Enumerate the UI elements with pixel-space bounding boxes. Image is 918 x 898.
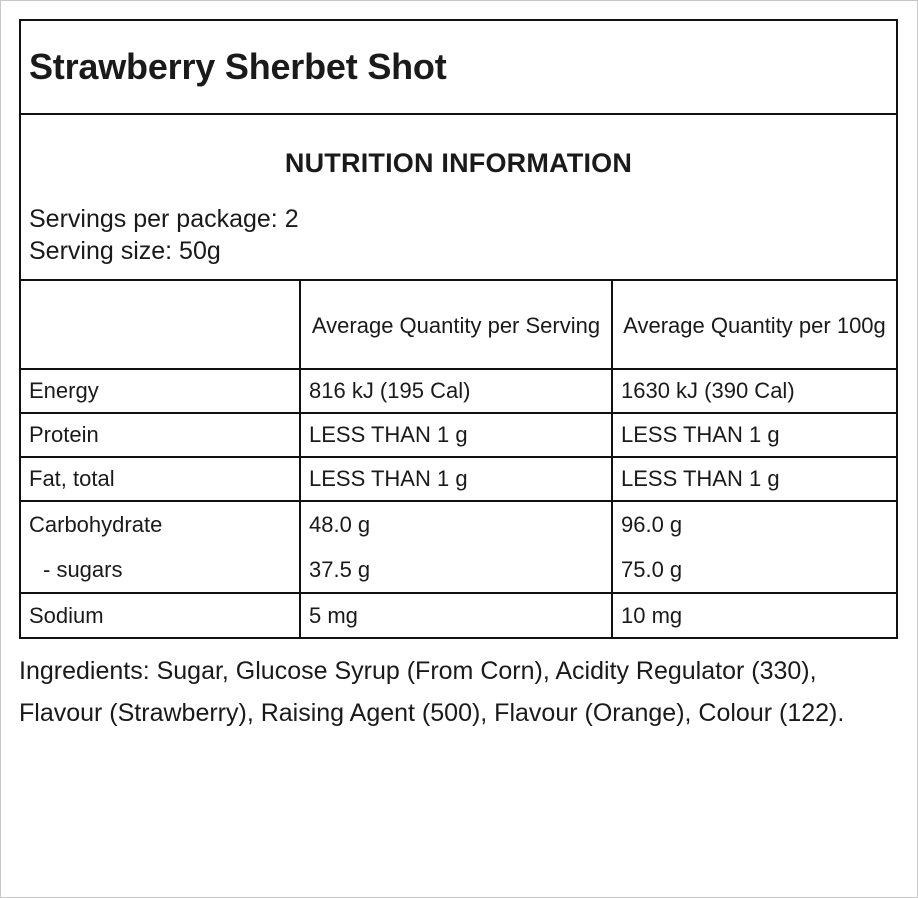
nutrient-label-sodium: Sodium <box>21 593 300 637</box>
fat-per-serving: LESS THAN 1 g <box>300 457 612 501</box>
nutrition-header <box>21 115 896 281</box>
column-header-per-serving: Average Quantity per Serving <box>300 281 612 369</box>
energy-per-serving: 816 kJ (195 Cal) <box>300 369 612 413</box>
nutrition-panel <box>19 19 898 639</box>
sugars-per-100g: 75.0 g <box>621 557 683 582</box>
protein-per-100g: LESS THAN 1 g <box>612 413 896 457</box>
table-row <box>21 593 896 637</box>
table-row <box>21 369 896 413</box>
fat-per-100g: LESS THAN 1 g <box>612 457 896 501</box>
energy-per-100g: 1630 kJ (390 Cal) <box>612 369 896 413</box>
column-header-per-100g: Average Quantity per 100g <box>612 281 896 369</box>
sodium-per-serving: 5 mg <box>300 593 612 637</box>
carbohydrate-per-serving: 48.0 g <box>309 512 371 537</box>
ingredients-text: Ingredients: Sugar, Glucose Syrup (From Corn), Acidity Regulator (330), Flavour (Strawberry), Raising Agent (500), Flavour (Orange), Colour (122). <box>19 657 845 727</box>
sugars-per-serving: 37.5 g <box>309 557 371 582</box>
nutrient-label-protein: Protein <box>21 413 300 457</box>
table-row <box>21 413 896 457</box>
protein-per-serving: LESS THAN 1 g <box>300 413 612 457</box>
nutrient-label-carbohydrate: Carbohydrate <box>29 512 163 537</box>
nutrition-table <box>21 281 896 637</box>
carbohydrate-per-100g: 96.0 g <box>621 512 683 537</box>
nutrition-heading: NUTRITION INFORMATION <box>284 148 633 178</box>
carbohydrate-per-serving-cell <box>300 501 612 593</box>
serving-size: Serving size: 50g <box>29 237 221 265</box>
nutrient-label-sugars: - sugars <box>43 557 123 582</box>
sodium-per-100g: 10 mg <box>612 593 896 637</box>
nutrient-label-fat: Fat, total <box>21 457 300 501</box>
column-header-blank <box>21 281 300 369</box>
table-row <box>21 457 896 501</box>
table-row <box>21 501 896 593</box>
servings-per-package: Servings per package: 2 <box>29 205 299 233</box>
product-title: Strawberry Sherbet Shot <box>21 21 896 115</box>
nutrient-label-carbohydrate-cell <box>21 501 300 593</box>
nutrient-label-energy: Energy <box>21 369 300 413</box>
carbohydrate-per-100g-cell <box>612 501 896 593</box>
table-header-row <box>21 281 896 369</box>
